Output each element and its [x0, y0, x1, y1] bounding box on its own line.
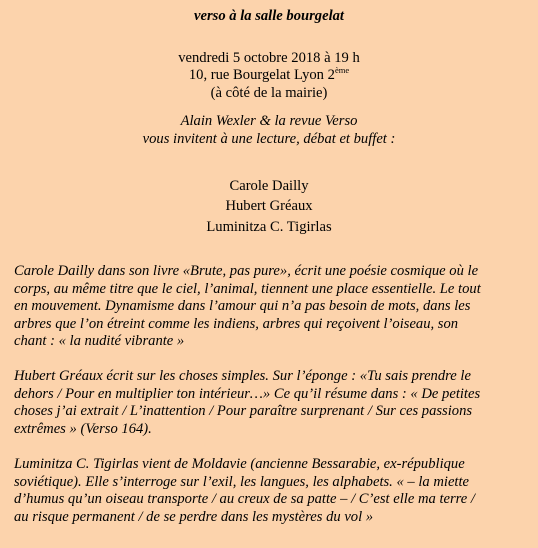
event-date: vendredi 5 octobre 2018 à 19 h [178, 49, 360, 66]
paragraph-line: dehors / Pour en multiplier ton intérieur…» Ce qu’il résume dans : « De petites [14, 385, 481, 402]
event-address-note: (à côté de la mairie) [210, 84, 328, 101]
event-details [14, 50, 524, 103]
paragraph-hubert-greaux [14, 368, 524, 438]
paragraph-line: d’humus qu’un oiseau transporte / au creux de sa patte – / C’est elle ma terre / [14, 491, 475, 508]
paragraph-luminitza-tigirlas [14, 456, 524, 526]
event-address-main: 10, rue Bourgelat Lyon 2 [188, 67, 335, 84]
paragraph-line: soviétique). Elle s’interroge sur l’exil, les langues, les alphabets. « – la miette [14, 473, 470, 490]
paragraph-line: extrêmes » (Verso 164). [14, 420, 152, 437]
event-address-sup: ème [334, 65, 350, 76]
poet-name: Hubert Gréaux [225, 198, 313, 215]
paragraph-line: au risque permanent / de se perdre dans les mystères du vol » [14, 509, 374, 526]
paragraph-line: corps, au même titre que le ciel, l’animal, tiennent une place essentielle. Le tout [14, 280, 481, 297]
poet-list [14, 176, 524, 238]
paragraph-line: Luminitza C. Tigirlas vient de Moldavie (ancienne Bessarabie, ex-république [14, 456, 465, 473]
page-title: verso à la salle bourgelat [194, 8, 344, 24]
invite-line-1: Alain Wexler & la revue Verso [180, 113, 358, 130]
poet-name: Luminitza C. Tigirlas [206, 219, 332, 236]
paragraph-line: choses j’ai extrait / L’inattention / Pour paraître surprenant / Sur ces passions [14, 403, 473, 420]
paragraph-line: arbres que l’on étreint comme les indiens, arbres qui reçoivent l’oiseau, son [14, 315, 459, 332]
paragraph-line: Hubert Gréaux écrit sur les choses simples. Sur l’éponge : «Tu sais prendre le [14, 367, 471, 384]
invitation-text [14, 113, 524, 148]
invite-line-2: vous invitent à une lecture, débat et buffet : [142, 130, 396, 147]
paragraph-line: Carole Dailly dans son livre «Brute, pas pure», écrit une poésie cosmique où le [14, 262, 479, 279]
paragraph-line: en mouvement. Dynamisme dans l’amour qui n’a pas besoin de mots, dans les [14, 298, 471, 315]
poet-name: Carole Dailly [229, 177, 309, 194]
event-address [14, 67, 524, 85]
paragraph-line: chant : « la nudité vibrante » [14, 333, 185, 350]
paragraph-carole-dailly [14, 263, 524, 351]
